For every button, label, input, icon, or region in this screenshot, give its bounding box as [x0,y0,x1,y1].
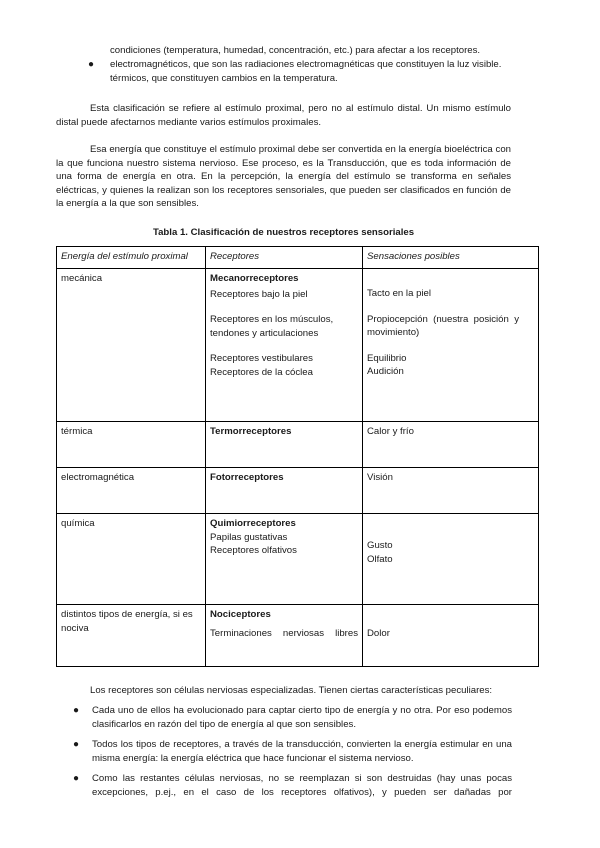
receptors-lead: Los receptores son células nerviosas especializadas. Tienen ciertas características peculiares: [90,685,493,696]
cell-energy [57,269,206,422]
table-row [57,468,539,514]
table-row [57,605,539,667]
receptors-table [56,246,539,667]
receptor-item: Terminaciones nerviosas libres [210,627,358,639]
sensation-item: Equilibrio [367,352,407,364]
bullet-transduccion: Todos los tipos de receptores, a través de la transducción, convierten la energía estimular en una misma energía: la energía eléctrica que hace funcionar el sistema nervioso. [92,739,512,764]
receptor-title: Quimiorreceptores [210,518,296,529]
receptor-item: Papilas gustativas [210,531,288,543]
sensation-item: Visión [367,472,393,483]
energy-termica: térmica [61,426,93,437]
receptor-item: Receptores bajo la piel [210,288,308,300]
energy-mecanica: mecánica [61,273,103,284]
sensation-item: Tacto en la piel [367,288,431,299]
cell-energy [57,514,206,605]
energy-nociva: distintos tipos de energía, si es nociva [61,609,193,634]
bullet-icon: ● [88,59,95,70]
header-sensaciones: Sensaciones posibles [363,247,539,269]
table-row [57,269,539,422]
cell-receptors [206,605,363,667]
bullet-reemplazo: Como las restantes células nerviosas, no se reemplazan si son destruidas (hay unas pocas excepciones, p.ej., en el caso de los receptores olfativos), y pueden ser dañadas por [92,773,512,798]
cell-receptors [206,468,363,514]
table-header-row [57,247,539,269]
bullet-icon: ● [73,705,80,716]
cell-receptors [206,422,363,468]
receptor-title: Nociceptores [210,609,271,620]
intro-continuation: condiciones (temperatura, humedad, concentración, etc.) para afectar a los receptores. [110,45,481,56]
cell-sensations [363,468,539,514]
receptor-item: Receptores vestibulares [210,353,313,364]
energy-electromagnetica: electromagnética [61,472,135,483]
bullet-icon: ● [73,773,80,784]
receptor-title: Fotorreceptores [210,472,284,483]
cell-sensations [363,514,539,605]
sensation-item: Propiocepción (nuestra posición y movimiento) [367,313,519,338]
cell-sensations [363,422,539,468]
bullet-termicos-continuation: térmicos, que constituyen cambios en la temperatura. [110,73,338,84]
receptor-item: Receptores de la cóclea [210,366,313,378]
energy-quimica: química [61,518,95,529]
bullet-evolucion: Cada uno de ellos ha evolucionado para captar cierto tipo de energía y no otra. Por eso podemos clasificarlos en razón del tipo de energía al que son sensibles. [92,705,512,730]
sensation-item: Olfato [367,553,393,565]
bullet-electromagneticos: electromagnéticos, que son las radiaciones electromagnéticas que constituyen la luz visible. [110,59,502,70]
table-row [57,514,539,605]
sensation-item: Dolor [367,628,390,639]
sensation-item: Gusto [367,540,393,551]
header-receptores: Receptores [206,247,363,269]
table-row [57,422,539,468]
receptor-item: Receptores en los músculos, tendones y articulaciones [210,314,334,339]
cell-sensations [363,605,539,667]
header-energia: Energía del estímulo proximal [57,247,206,269]
receptor-title: Mecanorreceptores [210,273,299,284]
receptor-title: Termorreceptores [210,426,292,437]
cell-receptors [206,269,363,422]
cell-energy [57,605,206,667]
cell-energy [57,422,206,468]
bullet-icon: ● [73,739,80,750]
table-caption: Tabla 1. Clasificación de nuestros receptores sensoriales [152,227,415,238]
receptor-item: Receptores olfativos [210,545,297,556]
cell-energy [57,468,206,514]
cell-sensations [363,269,539,422]
sensation-item: Audición [367,366,404,377]
paragraph-transduccion: Esa energía que constituye el estímulo proximal debe ser convertida en la energía bioeléctrica con la que funciona nuestro sistema nervioso. Ese proceso, es la Transducción, que es toda información de una forma de energía en otra. En la percepción, la energía del estímulo se transforma en señales eléctricas, y quienes la realizan son los receptores sensoriales, que pueden ser clasificados en función de la energía a la que son sensibles. [56,144,511,209]
sensation-item: Calor y frío [367,426,414,437]
cell-receptors [206,514,363,605]
paragraph-estimulo: Esta clasificación se refiere al estímulo proximal, pero no al estímulo distal. Un mismo estímulo distal puede afectarnos mediante varios estímulos proximales. [56,103,511,128]
